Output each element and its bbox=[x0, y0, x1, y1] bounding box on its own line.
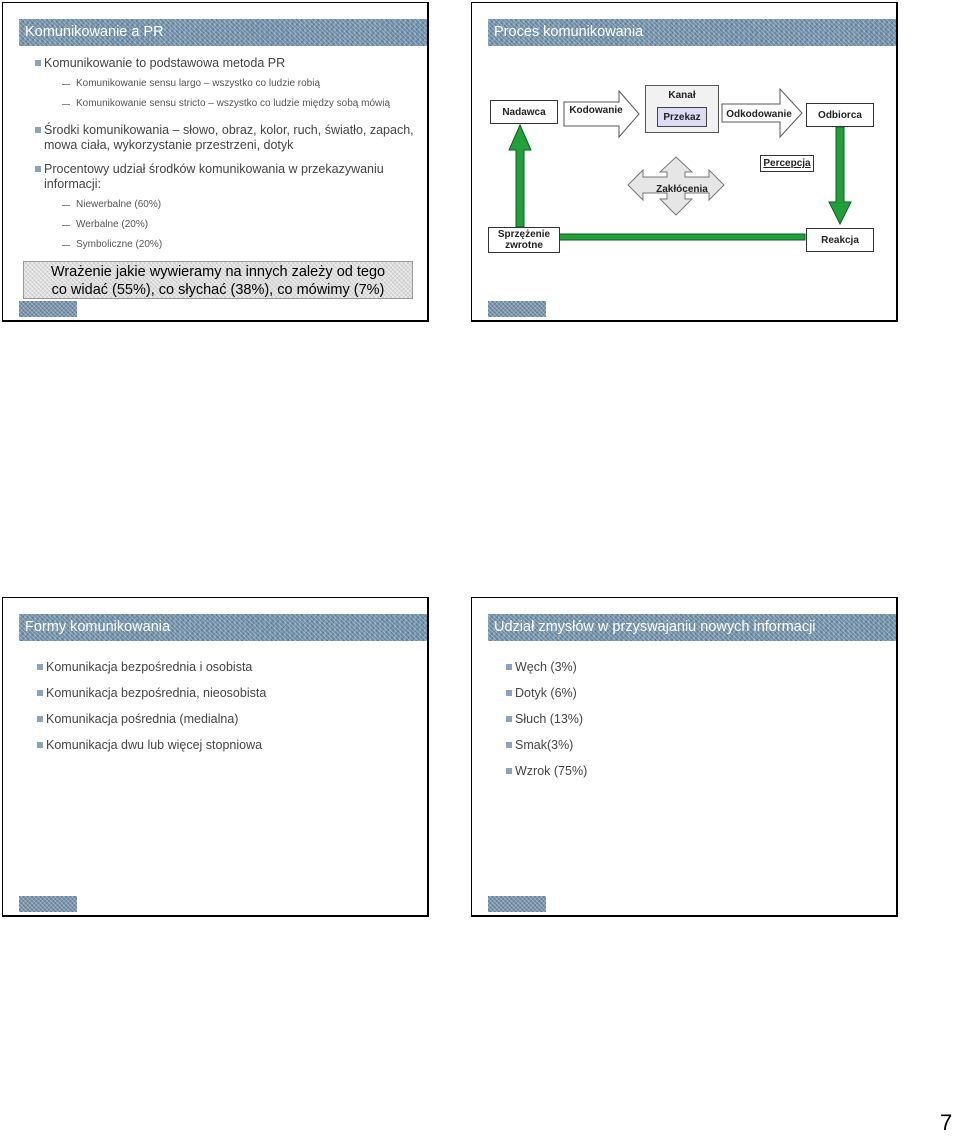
odbiorca-arrow-down-shape bbox=[829, 127, 851, 224]
list-item: Komunikacja bezpośrednia, nieosobista bbox=[46, 686, 266, 700]
zaklocenia-label: Zakłócenia bbox=[656, 184, 708, 195]
sub-bullet: Komunikowanie sensu stricto – wszystko co ludzie między sobą mówią bbox=[76, 98, 390, 109]
dash-icon bbox=[62, 225, 70, 226]
bullet-square-icon bbox=[506, 690, 512, 696]
dash-icon bbox=[62, 245, 70, 246]
bullet-square-icon bbox=[506, 768, 512, 774]
dash-icon bbox=[62, 205, 70, 206]
bullet-square-icon bbox=[37, 664, 43, 670]
bullet-square-icon bbox=[506, 716, 512, 722]
sub-bullet: Komunikowanie sensu largo – wszystko co ludzie robią bbox=[76, 78, 320, 89]
feedback-arrow-up-shape bbox=[509, 125, 531, 227]
dash-icon bbox=[62, 104, 70, 105]
highlight-box: Wrażenie jakie wywieramy na innych zależy od tego co widać (55%), co słychać (38%), co mówimy (7%) bbox=[23, 261, 413, 299]
bullet-square-icon bbox=[35, 166, 41, 172]
reakcja-box: Reakcja bbox=[806, 228, 874, 252]
logo bbox=[488, 301, 546, 317]
logo bbox=[19, 301, 77, 317]
list-item: Słuch (13%) bbox=[515, 712, 583, 726]
reakcja-line-shape bbox=[559, 234, 805, 240]
list-item: Smak(3%) bbox=[515, 738, 573, 752]
list-item: Komunikacja pośrednia (medialna) bbox=[46, 712, 238, 726]
bullet-item: Procentowy udział środków komunikowania w przekazywaniu informacji: bbox=[44, 162, 384, 192]
bullet-square-icon bbox=[506, 742, 512, 748]
sub-bullet: Niewerbalne (60%) bbox=[76, 199, 161, 210]
odbiorca-box: Odbiorca bbox=[806, 103, 874, 127]
slide-title: Udział zmysłów w przyswajaniu nowych informacji bbox=[488, 614, 898, 641]
bullet-item: Środki komunikowania – słowo, obraz, kolor, ruch, światło, zapach, mowa ciała, wykorzystanie przestrzeni, dotyk bbox=[44, 123, 414, 153]
slide-title: Proces komunikowania bbox=[488, 19, 898, 46]
bullet-square-icon bbox=[37, 690, 43, 696]
nadawca-box: Nadawca bbox=[490, 100, 558, 124]
logo bbox=[488, 896, 546, 912]
bullet-square-icon bbox=[35, 127, 41, 133]
przekaz-box: Przekaz bbox=[657, 107, 707, 127]
slide-komunikowanie-a-pr bbox=[2, 2, 429, 322]
bullet-square-icon bbox=[35, 60, 41, 66]
process-diagram bbox=[472, 3, 898, 322]
sub-bullet: Werbalne (20%) bbox=[76, 219, 148, 230]
page-number: 7 bbox=[940, 1110, 953, 1135]
list-item: Wzrok (75%) bbox=[515, 764, 587, 778]
dash-icon bbox=[62, 84, 70, 85]
bullet-square-icon bbox=[37, 716, 43, 722]
slide-udzial-zmyslow bbox=[471, 597, 898, 917]
kanal-box: Kanał bbox=[645, 85, 719, 133]
list-item: Dotyk (6%) bbox=[515, 686, 577, 700]
odkodowanie-label: Odkodowanie bbox=[726, 109, 792, 120]
bullet-square-icon bbox=[37, 742, 43, 748]
percepcja-box: Percepcja bbox=[760, 155, 814, 172]
list-item: Komunikacja bezpośrednia i osobista bbox=[46, 660, 252, 674]
logo bbox=[19, 896, 77, 912]
bullet-item: Komunikowanie to podstawowa metoda PR bbox=[44, 56, 285, 71]
slide-title: Formy komunikowania bbox=[19, 614, 429, 641]
kodowanie-label: Kodowanie bbox=[569, 105, 623, 116]
slide-formy-komunikowania bbox=[2, 597, 429, 917]
list-item: Komunikacja dwu lub więcej stopniowa bbox=[46, 738, 262, 752]
slide-title: Komunikowanie a PR bbox=[19, 19, 429, 46]
list-item: Węch (3%) bbox=[515, 660, 577, 674]
bullet-square-icon bbox=[506, 664, 512, 670]
sprzezenie-box: Sprzężenie zwrotne bbox=[488, 227, 560, 253]
sub-bullet: Symboliczne (20%) bbox=[76, 239, 162, 250]
slide-proces-komunikowania bbox=[471, 2, 898, 322]
